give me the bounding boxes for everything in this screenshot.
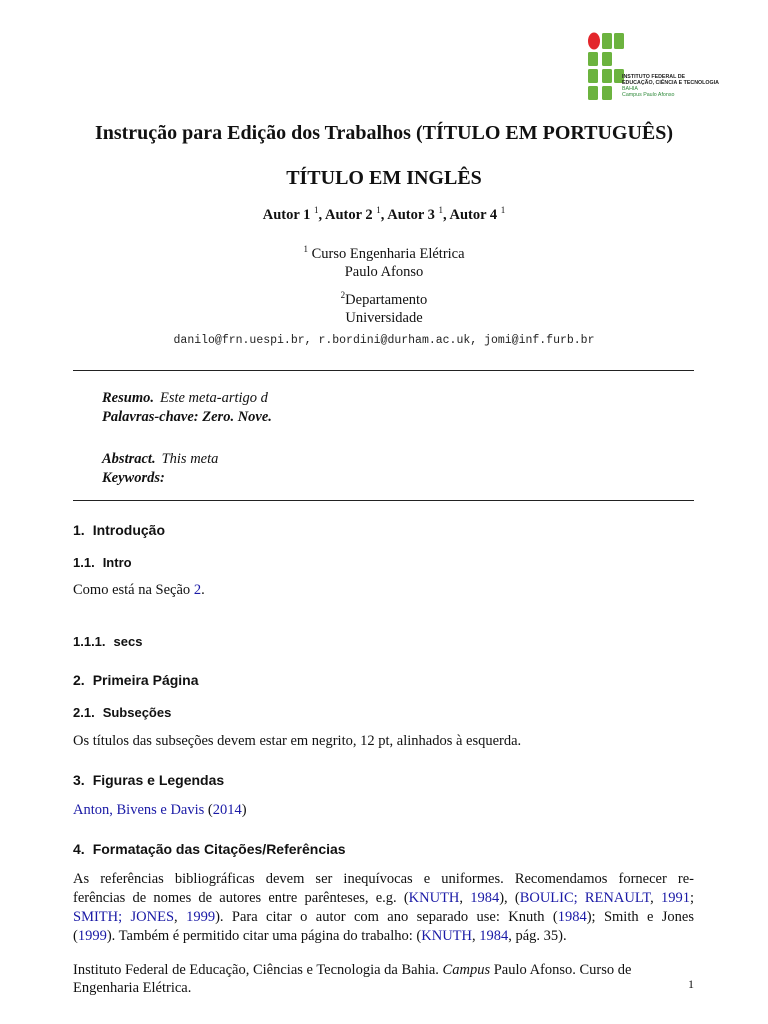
page-footer bbox=[73, 961, 683, 997]
title-english: TÍTULO EM INGLÊS bbox=[286, 167, 482, 189]
author-name: Autor 2 bbox=[324, 206, 373, 223]
subsection-heading bbox=[73, 555, 132, 570]
page-number: 1 bbox=[688, 977, 694, 991]
section-title: Formatação das Citações/Referências bbox=[92, 841, 346, 857]
affiliation-mark: 1 bbox=[303, 244, 308, 254]
divider-top bbox=[73, 370, 694, 371]
paragraph-text: , bbox=[472, 928, 480, 944]
paragraph-line bbox=[73, 908, 694, 927]
citation-link[interactable]: RENAULT bbox=[584, 890, 651, 906]
author-separator: , bbox=[443, 206, 450, 223]
citation-link[interactable]: 1999 bbox=[77, 928, 107, 944]
paragraph-text: ); Smith e Jones bbox=[586, 909, 695, 925]
paragraph-text: ; bbox=[118, 909, 131, 925]
paragraph-text: . bbox=[201, 582, 205, 598]
section-heading bbox=[73, 772, 224, 788]
citation-year-link[interactable]: 2014 bbox=[212, 802, 242, 818]
section-heading bbox=[73, 841, 346, 857]
resumo-text: Este meta-artigo d bbox=[159, 390, 268, 406]
affiliation-2 bbox=[0, 286, 768, 327]
footer-campus: Campus bbox=[442, 962, 491, 978]
citation-link[interactable]: 1991 bbox=[660, 890, 690, 906]
section-title: Figuras e Legendas bbox=[92, 772, 225, 788]
affiliation-line: Universidade bbox=[345, 309, 423, 326]
logo-text bbox=[622, 74, 719, 98]
section-number: 1. bbox=[73, 522, 85, 538]
section-title: Primeira Página bbox=[92, 672, 199, 688]
author-separator: , bbox=[318, 206, 325, 223]
citation-link[interactable]: 1999 bbox=[186, 909, 216, 925]
citation-link[interactable]: 1984 bbox=[479, 928, 509, 944]
paragraph-text: , bbox=[650, 890, 661, 906]
abstract-text: This meta bbox=[161, 451, 219, 467]
paragraph-text: ( bbox=[73, 928, 78, 944]
paragraph-text: ; bbox=[689, 890, 694, 906]
paragraph-text: Como está na Seção bbox=[73, 582, 194, 598]
paragraph-line: As referências bibliográficas devem ser inequívocas e uniformes. Recomendamos fornecer re- bbox=[73, 871, 694, 887]
paragraph-text: , pág. 35). bbox=[508, 928, 567, 944]
affiliation-line: Departamento bbox=[345, 291, 428, 308]
paragraph-line bbox=[73, 927, 694, 946]
subsection-heading bbox=[73, 705, 171, 720]
section-title: Intro bbox=[102, 555, 132, 570]
section-title: secs bbox=[113, 634, 143, 649]
author-name: Autor 3 bbox=[387, 206, 435, 223]
paragraph-text: , bbox=[174, 909, 187, 925]
author-name: Autor 1 bbox=[262, 206, 311, 223]
keywords: Keywords: bbox=[102, 470, 165, 486]
paragraph bbox=[73, 582, 205, 599]
logo-red-circle bbox=[588, 33, 600, 50]
resumo-label: Resumo. bbox=[102, 390, 154, 406]
section-title: Introdução bbox=[92, 522, 166, 538]
section-number: 2. bbox=[73, 672, 85, 688]
paragraph-text: ferências de nomes de autores entre parênteses, e.g. ( bbox=[73, 890, 409, 906]
logo-line: EDUCAÇÃO, CIÊNCIA E TECNOLOGIA bbox=[622, 80, 719, 86]
author-affiliation-mark: 1 bbox=[438, 205, 444, 215]
citation-link[interactable]: KNUTH bbox=[421, 928, 472, 944]
logo-line: Campus Paulo Afonso bbox=[622, 92, 675, 98]
author-list bbox=[0, 205, 768, 224]
author-separator: , bbox=[380, 206, 388, 223]
citation-link[interactable]: SMITH bbox=[73, 909, 119, 925]
citation-link[interactable]: KNUTH bbox=[408, 890, 460, 906]
author-name: Autor 4 bbox=[449, 206, 498, 223]
paragraph-text: ). Para citar o autor com ano separado use: Knuth ( bbox=[215, 909, 558, 925]
title-portuguese: Instrução para Edição dos Trabalhos (TÍTULO EM PORTUGUÊS) bbox=[94, 122, 674, 144]
citation-link[interactable]: BOULIC bbox=[519, 890, 574, 906]
section-number: 4. bbox=[73, 841, 85, 857]
author-emails: danilo@frn.uespi.br, r.bordini@durham.ac.uk, jomi@inf.furb.br bbox=[173, 334, 595, 347]
footer-text: Paulo Afonso. Curso de Engenharia Elétrica. bbox=[73, 962, 632, 996]
abstract bbox=[102, 451, 218, 468]
author-affiliation-mark: 1 bbox=[500, 205, 506, 215]
section-heading bbox=[73, 522, 165, 538]
resumo bbox=[102, 390, 268, 407]
citation-paragraph bbox=[73, 802, 247, 819]
citation-link[interactable]: 1984 bbox=[470, 890, 500, 906]
section-heading bbox=[73, 672, 199, 688]
footer-text: Instituto Federal de Educação, Ciências e Tecnologia da Bahia. bbox=[73, 962, 443, 978]
paragraph-text: ) bbox=[241, 802, 247, 818]
section-number: 2.1. bbox=[73, 705, 95, 720]
citation-link[interactable]: Anton, Bivens e Davis bbox=[73, 802, 205, 818]
section-ref-link[interactable]: 2 bbox=[193, 582, 202, 598]
palavras-chave: Palavras-chave: Zero. Nove. bbox=[102, 409, 272, 425]
paragraph-text: ), ( bbox=[499, 890, 520, 906]
references-paragraph bbox=[73, 870, 694, 946]
section-number: 1.1.1. bbox=[73, 634, 106, 649]
section-title: Subseções bbox=[102, 705, 172, 720]
abstract-label: Abstract. bbox=[102, 451, 156, 467]
section-number: 1.1. bbox=[73, 555, 95, 570]
paragraph-text: , bbox=[459, 890, 471, 906]
affiliation-mark: 2 bbox=[340, 290, 346, 300]
paragraph-line bbox=[73, 889, 694, 908]
divider-bottom bbox=[73, 500, 694, 501]
affiliation-line: Curso Engenharia Elétrica bbox=[311, 245, 465, 262]
paragraph-text: ( bbox=[204, 802, 213, 818]
paragraph-text: ; bbox=[573, 890, 585, 906]
citation-link[interactable]: JONES bbox=[130, 909, 175, 925]
author-affiliation-mark: 1 bbox=[376, 205, 381, 215]
affiliation-line: Paulo Afonso bbox=[344, 263, 424, 280]
subsubsection-heading bbox=[73, 634, 142, 649]
logo-line: BAHIA bbox=[622, 86, 638, 92]
logo-line: INSTITUTO FEDERAL DE bbox=[622, 74, 686, 80]
author-affiliation-mark: 1 bbox=[314, 205, 319, 215]
section-number: 3. bbox=[73, 772, 85, 788]
affiliation-1 bbox=[0, 240, 768, 281]
paragraph-text: ). Também é permitido citar uma página do trabalho: ( bbox=[106, 928, 422, 944]
citation-link[interactable]: 1984 bbox=[557, 909, 587, 925]
paragraph: Os títulos das subseções devem estar em negrito, 12 pt, alinhados à esquerda. bbox=[73, 733, 522, 749]
